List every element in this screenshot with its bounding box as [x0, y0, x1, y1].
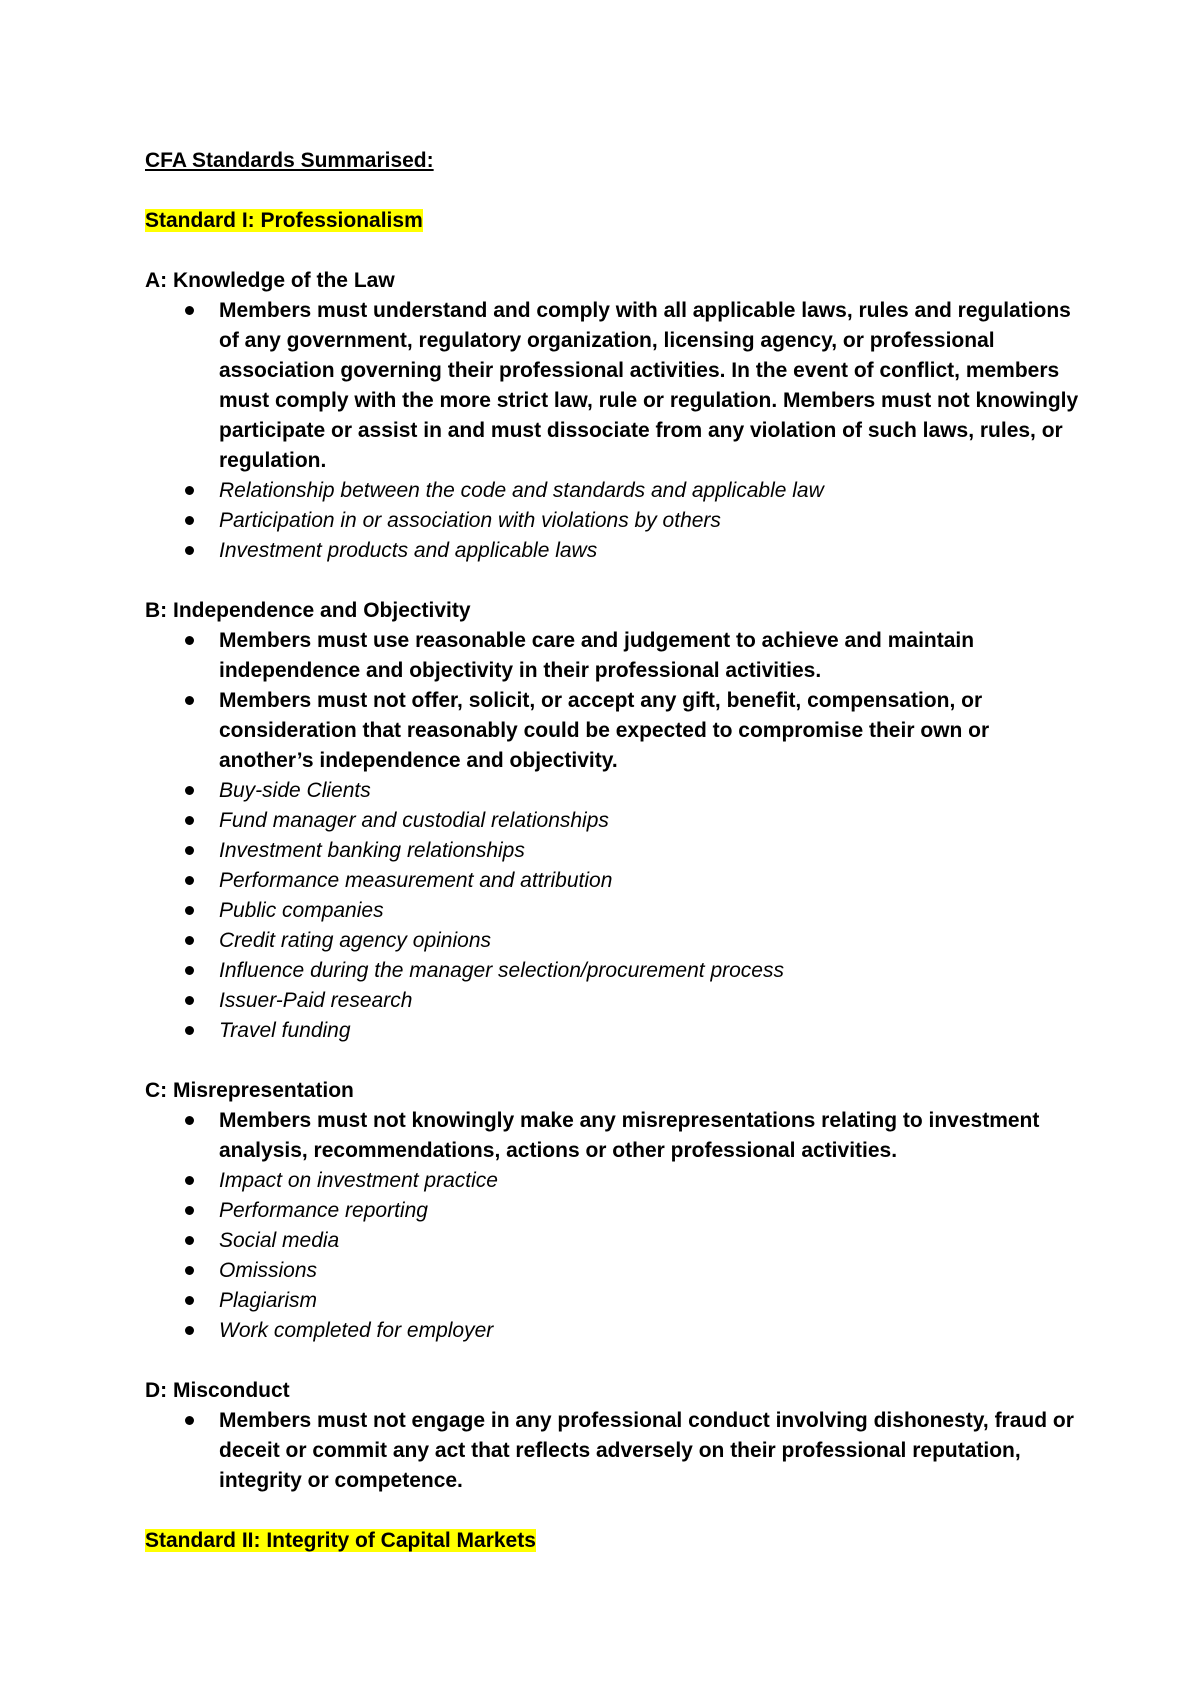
section-b-bullets — [145, 626, 1085, 1046]
section-b-title: B: Independence and Objectivity — [145, 599, 471, 622]
section-c-topic-2 — [145, 1226, 1085, 1256]
section-d-main-0 — [145, 1406, 1085, 1496]
bullet-text: Performance reporting — [219, 1199, 428, 1222]
bullet-icon — [185, 1026, 194, 1035]
section-b-topic-8 — [145, 1016, 1085, 1046]
section-a-topic-0 — [145, 476, 1085, 506]
section-c-topic-4 — [145, 1286, 1085, 1316]
bullet-text: Issuer-Paid research — [219, 989, 413, 1012]
bullet-text: Members must understand and comply with all applicable laws, rules and regulations of any government, regulatory organization, licensing agency, or professional association governing their professional activities. In the event of conflict, members must comply with the more strict law, rule or regulation. Members must not knowingly participate or assist in and must dissociate from any violation of such laws, rules, or regulation. — [219, 299, 1079, 472]
bullet-icon — [185, 966, 194, 975]
document-title: CFA Standards Summarised: — [145, 149, 434, 172]
section-a-title: A: Knowledge of the Law — [145, 269, 395, 292]
bullet-text: Social media — [219, 1229, 340, 1252]
section-b-main-0 — [145, 626, 1085, 686]
bullet-text: Investment banking relationships — [219, 839, 525, 862]
bullet-icon — [185, 1416, 194, 1425]
bullet-text: Work completed for employer — [219, 1319, 494, 1342]
bullet-text: Members must use reasonable care and judgement to achieve and maintain independence and objectivity in their professional activities. — [219, 629, 975, 682]
standard-1-highlight: Standard I: Professionalism — [145, 209, 423, 232]
bullet-text: Travel funding — [219, 1019, 351, 1042]
section-b — [145, 596, 1085, 1046]
section-b-topic-1 — [145, 806, 1085, 836]
section-c-topic-0 — [145, 1166, 1085, 1196]
bullet-text: Investment products and applicable laws — [219, 539, 598, 562]
bullet-icon — [185, 516, 194, 525]
bullet-icon — [185, 306, 194, 315]
section-b-topic-7 — [145, 986, 1085, 1016]
section-c-title: C: Misrepresentation — [145, 1079, 354, 1102]
section-b-topic-0 — [145, 776, 1085, 806]
section-c-topic-3 — [145, 1256, 1085, 1286]
bullet-icon — [185, 696, 194, 705]
standard-1-heading — [145, 206, 1085, 236]
section-c-topic-1 — [145, 1196, 1085, 1226]
bullet-text: Credit rating agency opinions — [219, 929, 491, 952]
bullet-icon — [185, 486, 194, 495]
section-b-topic-2 — [145, 836, 1085, 866]
bullet-icon — [185, 906, 194, 915]
bullet-text: Omissions — [219, 1259, 318, 1282]
bullet-icon — [185, 636, 194, 645]
bullet-text: Public companies — [219, 899, 384, 922]
section-a-topic-1 — [145, 506, 1085, 536]
section-c-main-0 — [145, 1106, 1085, 1166]
section-b-topic-6 — [145, 956, 1085, 986]
section-a-main-0 — [145, 296, 1085, 476]
bullet-icon — [185, 996, 194, 1005]
section-b-topic-3 — [145, 866, 1085, 896]
bullet-icon — [185, 846, 194, 855]
bullet-text: Members must not offer, solicit, or accept any gift, benefit, compensation, or consideration that reasonably could be expected to compromise their own or another’s independence and objectivity. — [219, 689, 990, 772]
bullet-icon — [185, 1326, 194, 1335]
bullet-text: Plagiarism — [219, 1289, 318, 1312]
bullet-text: Impact on investment practice — [219, 1169, 498, 1192]
section-a — [145, 266, 1085, 566]
bullet-icon — [185, 936, 194, 945]
bullet-icon — [185, 816, 194, 825]
section-d-title: D: Misconduct — [145, 1379, 290, 1402]
section-c-bullets — [145, 1106, 1085, 1346]
bullet-icon — [185, 1236, 194, 1245]
bullet-icon — [185, 1206, 194, 1215]
section-a-topic-2 — [145, 536, 1085, 566]
bullet-text: Performance measurement and attribution — [219, 869, 613, 892]
bullet-text: Participation in or association with violations by others — [219, 509, 721, 532]
bullet-icon — [185, 786, 194, 795]
section-c-topic-5 — [145, 1316, 1085, 1346]
bullet-icon — [185, 1176, 194, 1185]
bullet-text: Members must not knowingly make any misrepresentations relating to investment analysis, recommendations, actions or other professional activities. — [219, 1109, 1040, 1162]
section-c — [145, 1076, 1085, 1346]
bullet-icon — [185, 1116, 194, 1125]
section-b-topic-4 — [145, 896, 1085, 926]
standard-2-highlight: Standard II: Integrity of Capital Markets — [145, 1529, 536, 1552]
standard-2-heading — [145, 1526, 1085, 1556]
section-d — [145, 1376, 1085, 1496]
bullet-text: Influence during the manager selection/procurement process — [219, 959, 784, 982]
bullet-text: Relationship between the code and standards and applicable law — [219, 479, 824, 502]
bullet-text: Fund manager and custodial relationships — [219, 809, 609, 832]
bullet-icon — [185, 876, 194, 885]
bullet-text: Buy-side Clients — [219, 779, 371, 802]
document-page — [145, 146, 1085, 1586]
bullet-text: Members must not engage in any professional conduct involving dishonesty, fraud or deceit or commit any act that reflects adversely on their professional reputation, integrity or competence. — [219, 1409, 1074, 1492]
bullet-icon — [185, 1296, 194, 1305]
bullet-icon — [185, 546, 194, 555]
section-a-bullets — [145, 296, 1085, 566]
section-b-topic-5 — [145, 926, 1085, 956]
bullet-icon — [185, 1266, 194, 1275]
section-d-bullets — [145, 1406, 1085, 1496]
section-b-main-1 — [145, 686, 1085, 776]
